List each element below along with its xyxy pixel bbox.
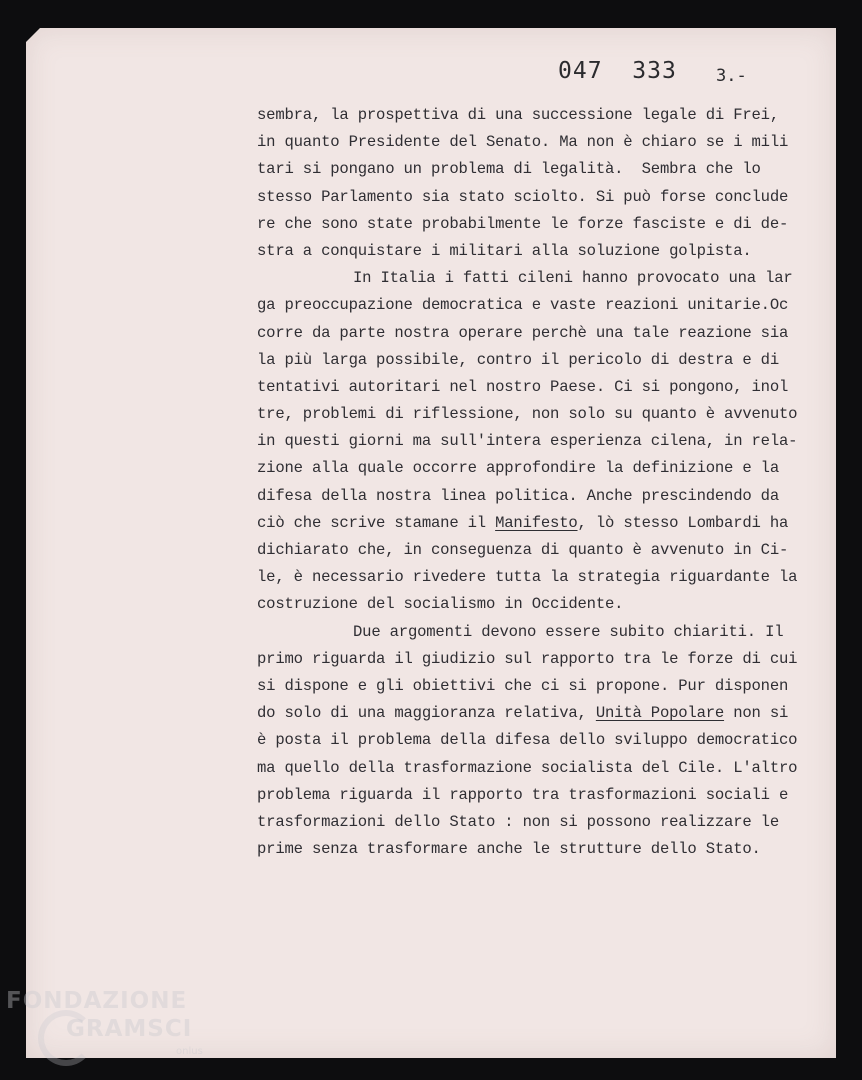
text-line: ma quello della trasformazione socialista del Cile. L'altro bbox=[257, 758, 798, 777]
text-line: in questi giorni ma sull'intera esperienza cilena, in rela- bbox=[257, 432, 798, 451]
text-line: tre, problemi di riflessione, non solo su quanto è avvenuto bbox=[257, 405, 798, 424]
text-line: zione alla quale occorre approfondire la definizione e la bbox=[257, 459, 779, 478]
text-line: corre da parte nostra operare perchè una tale reazione sia bbox=[257, 323, 789, 342]
archive-ref-b: 333 bbox=[632, 58, 677, 84]
text-segment: ciò che scrive stamane il bbox=[257, 513, 496, 532]
text-line: la più larga possibile, contro il pericolo di destra e di bbox=[257, 350, 779, 369]
text-line: si dispone e gli obiettivi che ci si propone. Pur disponen bbox=[257, 676, 789, 695]
text-line: sembra, la prospettiva di una successione legale di Frei, bbox=[257, 106, 779, 124]
text-line: re che sono state probabilmente le forze fasciste e di de- bbox=[257, 214, 789, 233]
page-corner-fold bbox=[26, 28, 40, 42]
text-segment: non si bbox=[724, 704, 789, 723]
paragraph-start-line: In Italia i fatti cileni hanno provocato una lar bbox=[353, 269, 793, 288]
text-segment: do solo di una maggioranza relativa, bbox=[257, 704, 596, 723]
text-line: tentativi autoritari nel nostro Paese. Ci si pongono, inol bbox=[257, 377, 789, 396]
archive-reference bbox=[558, 58, 677, 84]
paragraph-start-line: Due argomenti devono essere subito chiariti. Il bbox=[353, 622, 784, 641]
text-line: primo riguarda il giudizio sul rapporto tra le forze di cui bbox=[257, 649, 798, 668]
logo-text-line2: GRAMSCI bbox=[66, 1016, 193, 1042]
text-segment: , lò stesso Lombardi ha bbox=[577, 513, 789, 532]
text-line: trasformazioni dello Stato : non si possono realizzare le bbox=[257, 812, 779, 831]
text-line: tari si pongano un problema di legalità. Sembra che lo bbox=[257, 160, 761, 179]
fondazione-gramsci-watermark-logo bbox=[6, 988, 221, 1068]
text-line: in quanto Presidente del Senato. Ma non è chiaro se i mili bbox=[257, 133, 789, 152]
text-line: ga preoccupazione democratica e vaste reazioni unitarie.Oc bbox=[257, 296, 789, 315]
text-line: dichiarato che, in conseguenza di quanto è avvenuto in Ci- bbox=[257, 541, 789, 559]
logo-suffix: onlus bbox=[176, 1046, 203, 1057]
typed-text-body bbox=[257, 102, 832, 863]
underlined-unita-popolare: Unità Popolare bbox=[595, 704, 725, 723]
underlined-title-manifesto: Manifesto bbox=[495, 513, 578, 532]
text-line: è posta il problema della difesa dello sviluppo democratico bbox=[257, 731, 798, 750]
text-line: prime senza trasformare anche le strutture dello Stato. bbox=[257, 840, 761, 859]
logo-text-line1: FONDAZIONE bbox=[6, 988, 188, 1014]
text-line: costruzione del socialismo in Occidente. bbox=[257, 595, 624, 614]
text-line bbox=[257, 700, 832, 727]
text-line: stesso Parlamento sia stato sciolto. Si può forse conclude bbox=[257, 187, 789, 206]
text-line bbox=[257, 510, 832, 537]
text-line: difesa della nostra linea politica. Anche prescindendo da bbox=[257, 486, 779, 505]
text-line: stra a conquistare i militari alla soluzione golpista. bbox=[257, 241, 752, 260]
text-line: problema riguarda il rapporto tra trasformazioni sociali e bbox=[257, 785, 789, 804]
text-line: le, è necessario rivedere tutta la strategia riguardante la bbox=[257, 568, 798, 587]
archive-ref-a: 047 bbox=[558, 58, 603, 84]
page-number: 3.- bbox=[716, 66, 747, 86]
